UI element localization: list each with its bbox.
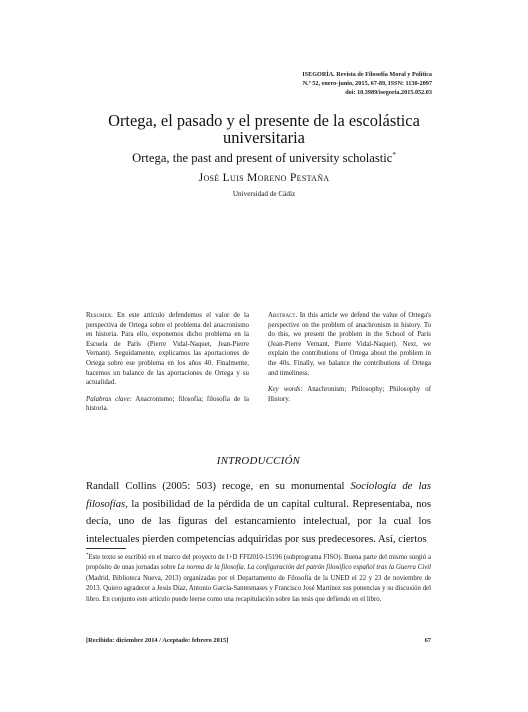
body-text-part1: Randall Collins (2005: 503) recoge, en su monumental bbox=[86, 480, 351, 492]
article-title: Ortega, el pasado y el presente de la escolástica universitaria bbox=[108, 111, 420, 147]
abstract-spanish-label: Resumen. bbox=[86, 312, 113, 319]
footnote-divider bbox=[86, 548, 126, 549]
abstract-spanish bbox=[86, 311, 249, 414]
abstract-english bbox=[268, 311, 431, 404]
footnote-text-part1: Este texto se escribió en el marco del proyecto de I+D FFI2010-15196 (subprograma FISO). Buena parte del mismo surgió a propósito de unas jornadas sobre bbox=[86, 554, 431, 572]
journal-issue: N.º 52, enero-junio, 2015, 67-89, ISSN: 1130-2097 bbox=[302, 80, 432, 87]
subtitle-text: Ortega, the past and present of university scholastic bbox=[132, 151, 393, 165]
keywords-english-label: Key words: bbox=[268, 386, 303, 394]
journal-name: ISEGORÍA. Revista de Filosofía Moral y Política bbox=[302, 71, 432, 78]
author-affiliation: Universidad de Cádiz bbox=[232, 190, 296, 198]
footnote-book-title: La norma de la filosofía. La configuración del patrón filosófico español tras la Guerra Civil bbox=[177, 564, 431, 572]
body-text-part2: , la posibilidad de la pérdida de un capital cultural. Representaba, nos decía, uno de las figuras del estancamiento intelectual, por la cual los intelectuales pierden competencias adquiridas por sus predecesores. Así, ciertos bbox=[86, 497, 431, 545]
author-name: José Luis Moreno Pestaña bbox=[198, 171, 330, 184]
abstract-english-body bbox=[268, 311, 431, 378]
keywords-spanish-text: Anacronismo; filosofía; filosofía de la historia. bbox=[86, 395, 249, 413]
abstract-spanish-text: En este artículo defendemos el valor de la perspectiva de Ortega sobre el problema del anacronismo en historia. Para ello, exponemos dicho problema en la Escuela de París (Pierre Vidal-Naquet, Jean-Pierre Vernant). Seguidamente, explicamos las aportaciones de Ortega sobre ese problema en los años 40. Finalmente, hacemos un balance de las aportaciones de Ortega y su actualidad. bbox=[86, 312, 249, 387]
footnote-text-part2: (Madrid, Biblioteca Nueva, 2013) organizadas por el Departamento de Filosofía de la UNED el 22 y 23 de noviembre de 2013. Quiero agradecer a Jesús Díaz, Antonio García-Santesmases y Francisco José Martínez sus ponencias y su discusión del libro. En conjunto este artículo puede leerse como una recapitulación sobre las tesis que defiendo en el libro. bbox=[86, 574, 431, 603]
abstract-english-label: Abstract. bbox=[268, 312, 298, 319]
keywords-spanish bbox=[86, 395, 249, 414]
abstract-english-text: In this article we defend the value of Ortega's perspective on the problem of anachronism in history. To do this, we present the problem in the School of Paris (Jean-Pierre Vernant, Pierre Vidal-Naquet). Next, we explain the contributions of Ortega about the problem in the 40s. Finally, we balance the contributions of Ortega and timeliness. bbox=[268, 312, 431, 377]
article-subtitle bbox=[98, 148, 430, 166]
journal-info bbox=[172, 70, 432, 97]
keywords-english-text: Anachronism; Philosophy; Philosophy of History. bbox=[268, 386, 432, 403]
subtitle-footnote-mark[interactable]: * bbox=[392, 151, 396, 159]
section-heading-introduction: INTRODUCCIÓN bbox=[216, 455, 301, 467]
footnote-mark: * bbox=[86, 553, 89, 558]
received-accepted-dates: [Recibido: diciembre 2014 / Aceptado: febrero 2015] bbox=[86, 637, 229, 644]
body-paragraph bbox=[86, 478, 431, 548]
keywords-english bbox=[268, 385, 431, 404]
body-book-title: Sociología de las filosofías bbox=[86, 480, 431, 510]
abstract-spanish-body bbox=[86, 311, 249, 388]
keywords-spanish-label: Palabras clave: bbox=[86, 395, 132, 403]
page-number: 67 bbox=[424, 637, 431, 644]
journal-doi[interactable]: doi: 10.3989/isegoria.2015.052.03 bbox=[345, 89, 432, 96]
footnote bbox=[86, 551, 431, 605]
